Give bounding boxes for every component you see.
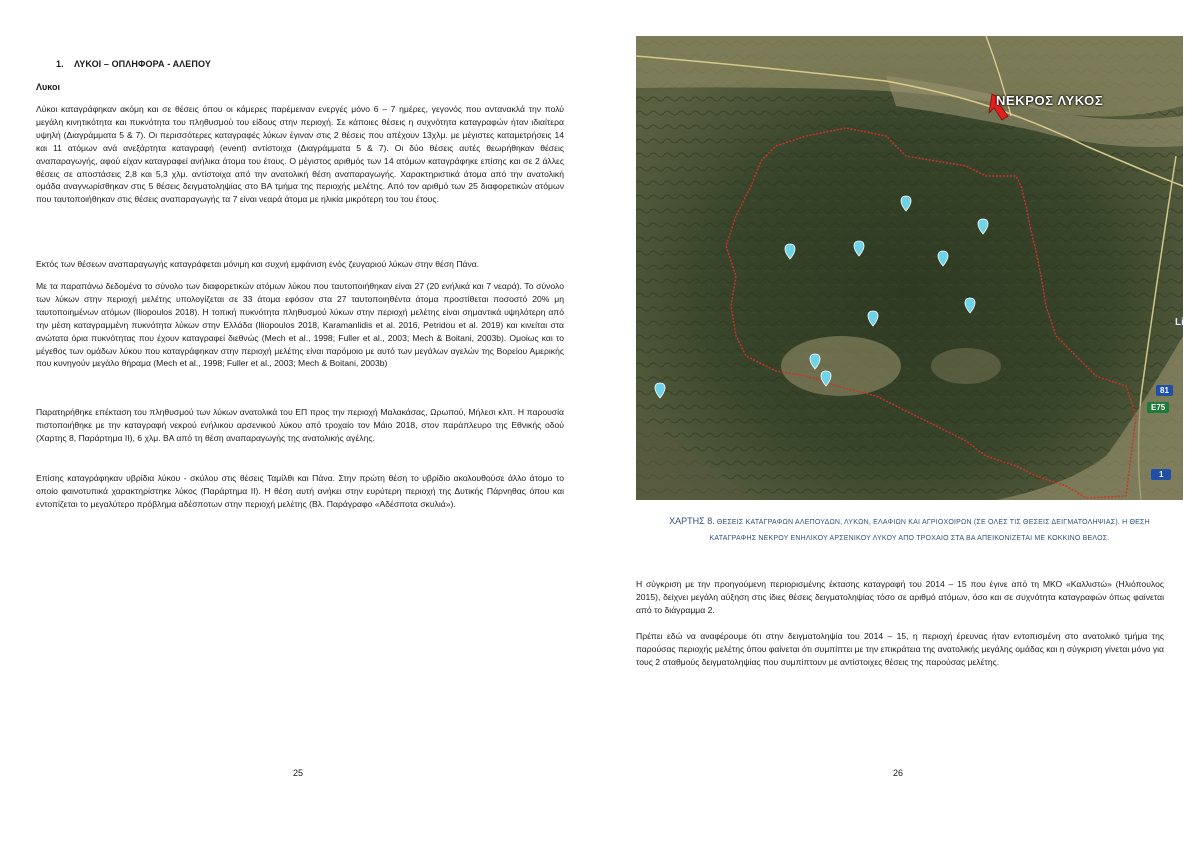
map-caption (636, 514, 1183, 546)
road-shield-e75: E75 (1147, 402, 1169, 413)
section-number: 1. (56, 59, 64, 69)
paragraph-right-1: Η σύγκριση με την προηγούμενη περιορισμένης έκτασης καταγραφή του 2014 – 15 που έγινε από τη ΜΚΟ «Καλλιστώ» (Ηλιόπουλος 2015), δείχνει μεγάλη αύξηση στις ίδιες θέσεις δειγματοληψίας τόσο σε αριθμό ατόμων, όσο και σε συχνότητα καταγραφών όπως φαίνεται από το διάγραμμα 2. (636, 579, 1164, 615)
map-label-dead-wolf: ΝΕΚΡΟΣ ΛΥΚΟΣ (996, 93, 1104, 108)
paragraph-4: Παρατηρήθηκε επέκταση του πληθυσμού των λύκων ανατολικά του ΕΠ προς την περιοχή Μαλακάσας, Ωρωπού, Μήλεσι κλπ. Η παρουσία πιστοποιήθηκε με την καταγραφή νεκρού ενήλικου αρσενικού λύκου από τροχαίο τον Μάιο 2018, στον παράπλευρο της Εθνικής οδού (Χαρτης 8, Παράρτημα ΙΙ), 6 χλμ. ΒΑ από τη θέση αναπαραγωγής της ανατολικής αγέλης. (36, 407, 564, 443)
map-bare-slope (931, 348, 1001, 384)
map-edge-text: Li (1175, 317, 1184, 328)
caption-line-2: ΚΑΤΑΓΡΑΦΗΣ ΝΕΚΡΟΥ ΕΝΗΛΙΚΟΥ ΑΡΣΕΝΙΚΟΥ ΛΥΚΟΥ ΑΠΟ ΤΡΟΧΑΙΟ ΣΤΑ ΒΑ ΑΠΕΙΚΟΝΙΖΕΤΑΙ ΜΕ ΚΟΚΚΙΝΟ ΒΕΛΟΣ. (709, 535, 1110, 542)
caption-line-1: ΘΕΣΕΙΣ ΚΑΤΑΓΡΑΦΩΝ ΑΛΕΠΟΥΔΩΝ, ΛΥΚΩΝ, ΕΛΑΦΙΩΝ ΚΑΙ ΑΓΡΙΟΧΟΙΡΩΝ (ΣΕ ΟΛΕΣ ΤΙΣ ΘΕΣΕΙΣ ΔΕΙΓΜΑΤΟΛΗΨΙΑΣ). Η ΘΕΣΗ (714, 519, 1150, 526)
paragraph-5: Επίσης καταγράφηκαν υβρίδια λύκου - σκύλου στις θέσεις Ταμίλθι και Πάνα. Στην πρώτη θέση το υβρίδιο ακολουθούσε άλλο άτομο το οποίο φαινοτυπικά χαρακτηρίστηκε λύκος (Παράρτημα ΙΙ). Η θέση αυτή ανήκει στην ευρύτερη περιοχή της Δυτικής Πάρνηθας όπου και εντοπίζεται το μεγαλύτερο πρόβλημα αδέσποτων στην περιοχή μελέτης (Βλ. Παράγραφο «Αδέσποτα σκυλιά»). (36, 473, 564, 509)
satellite-map (636, 36, 1183, 500)
section-heading (56, 59, 211, 69)
paragraph-2: Εκτός των θέσεων αναπαραγωγής καταγράφεται μόνιμη και συχνή εμφάνιση ενός ζευγαριού λύκων στην θέση Πάνα. (36, 259, 480, 269)
road-shield-81: 81 (1156, 385, 1173, 396)
section-title: ΛΥΚΟΙ – ΟΠΛΗΦΟΡΑ - ΑΛΕΠΟΥ (74, 59, 211, 69)
page-right (600, 0, 1200, 848)
page-number-right: 26 (893, 768, 904, 778)
paragraph-1: Λύκοι καταγράφηκαν ακόμη και σε θέσεις όπου οι κάμερες παρέμειναν ενεργές μόνο 6 – 7 ημέρες, γεγονός που αντανακλά την πολύ μεγάλη κινητικότητα και πυκνότητα του πληθυσμού του είδους στην περιοχή. Σε κάποιες θέσεις η συχνότητα καταγραφών ήταν ιδιαίτερα υψηλή (Διαγράμματα 5 & 7). Οι περισσότερες καταγραφές λύκων έγιναν στις 2 θέσεις που απέχουν 13χλμ. με μέγιστες καταμετρήσεις 14 και 11 ατόμων ανά ανεξάρτητα καταγραφή (event) αντίστοιχα (Διαγράμματα 5 & 7). Οι δύο θέσεις αυτές θεωρήθηκαν θέσεις αναπαραγωγής, αφού είχαν καταγραφεί ανήλικα άτομα του έτους. Ο μέγιστος αριθμός των 14 ατόμων καταγράφηκε επίσης και σε 2 άλλες θέσεις σε αποστάσεις 2,8 και 5,3 χλμ. αντίστοιχα από την ανατολική θέση αναπαραγωγής. Χαρακτηριστικά άτομα από την ανατολική ομάδα αναγνωρίσθηκαν στις 5 θέσεις δειγματοληψίας στο ΒΑ τμήμα της περιοχής μελέτης. Από τον αριθμό των 25 διαφορετικών ατόμων που ταυτοποιήθηκαν στις θέσεις αναπαραγωγής τα 7 είναι νεαρά άτομα με ηλικία μικρότερη του του έτους. (36, 104, 564, 205)
subheading-wolves: Λυκοι (36, 82, 60, 92)
paragraph-3: Με τα παραπάνω δεδομένα το σύνολο των διαφορετικών ατόμων λύκου που ταυτοποιήθηκαν είναι 27 (20 ενήλικά και 7 νεαρά). Το σύνολο των λύκων στην περιοχή μελέτης υπολογίζεται σε 33 άτομα εφόσον στα 27 ταυτοποιηθέντα άτομα προστίθεται ποσοστό 20% μη ταυτοποιημένων ατόμων (Iliopoulos 2018). Η τοπική πυκνότητα πληθυσμού λύκων στην περιοχή μελέτης είναι σημαντικά υψηλότερη από την μέση καταγραμμένη πυκνότητα λύκων στην Ελλάδα (Iliopoulos 2018, Karamanlidis et al. 2016, Petridou et al. 2019) και κινείται στα ανώτατα όρια πυκνότητας που έχουν καταγραφεί διεθνώς (Mech et al., 1998; Fuller et al., 2003; Mech & Boitani, 2003b). Ομοίως και το μέγεθος των ομάδων λύκου που καταγράφηκαν στην περιοχή μελέτης είναι παρόμοιο με αυτό των μεγάλων αγελών της Βορείου Αμερικής που κυνηγούν μεγάλο θήραμα (Mech et al., 1998; Fuller et al., 2003; Mech & Boitani, 2003b) (36, 281, 564, 369)
paragraph-right-2: Πρέπει εδώ να αναφέρουμε ότι στην δειγματοληψία του 2014 – 15, η περιοχή έρευνας ήταν εντοπισμένη στο ανατολικό τμήμα της παρούσας περιοχής μελέτης όπου φαίνεται ότι συμπίπτει με την επικράτεια της ανατολικής μεγάλης ομάδας και η σύγκριση γίνεται μόνο για τους 2 σταθμούς δειγματοληψίας που συμπίπτουν με αντίστοιχες θέσεις της παρούσας μελέτης. (636, 631, 1164, 667)
road-shield-1: 1 (1151, 469, 1171, 480)
page-number-left: 25 (293, 768, 304, 778)
caption-lead: ΧΑΡΤΗΣ 8. (669, 516, 715, 526)
